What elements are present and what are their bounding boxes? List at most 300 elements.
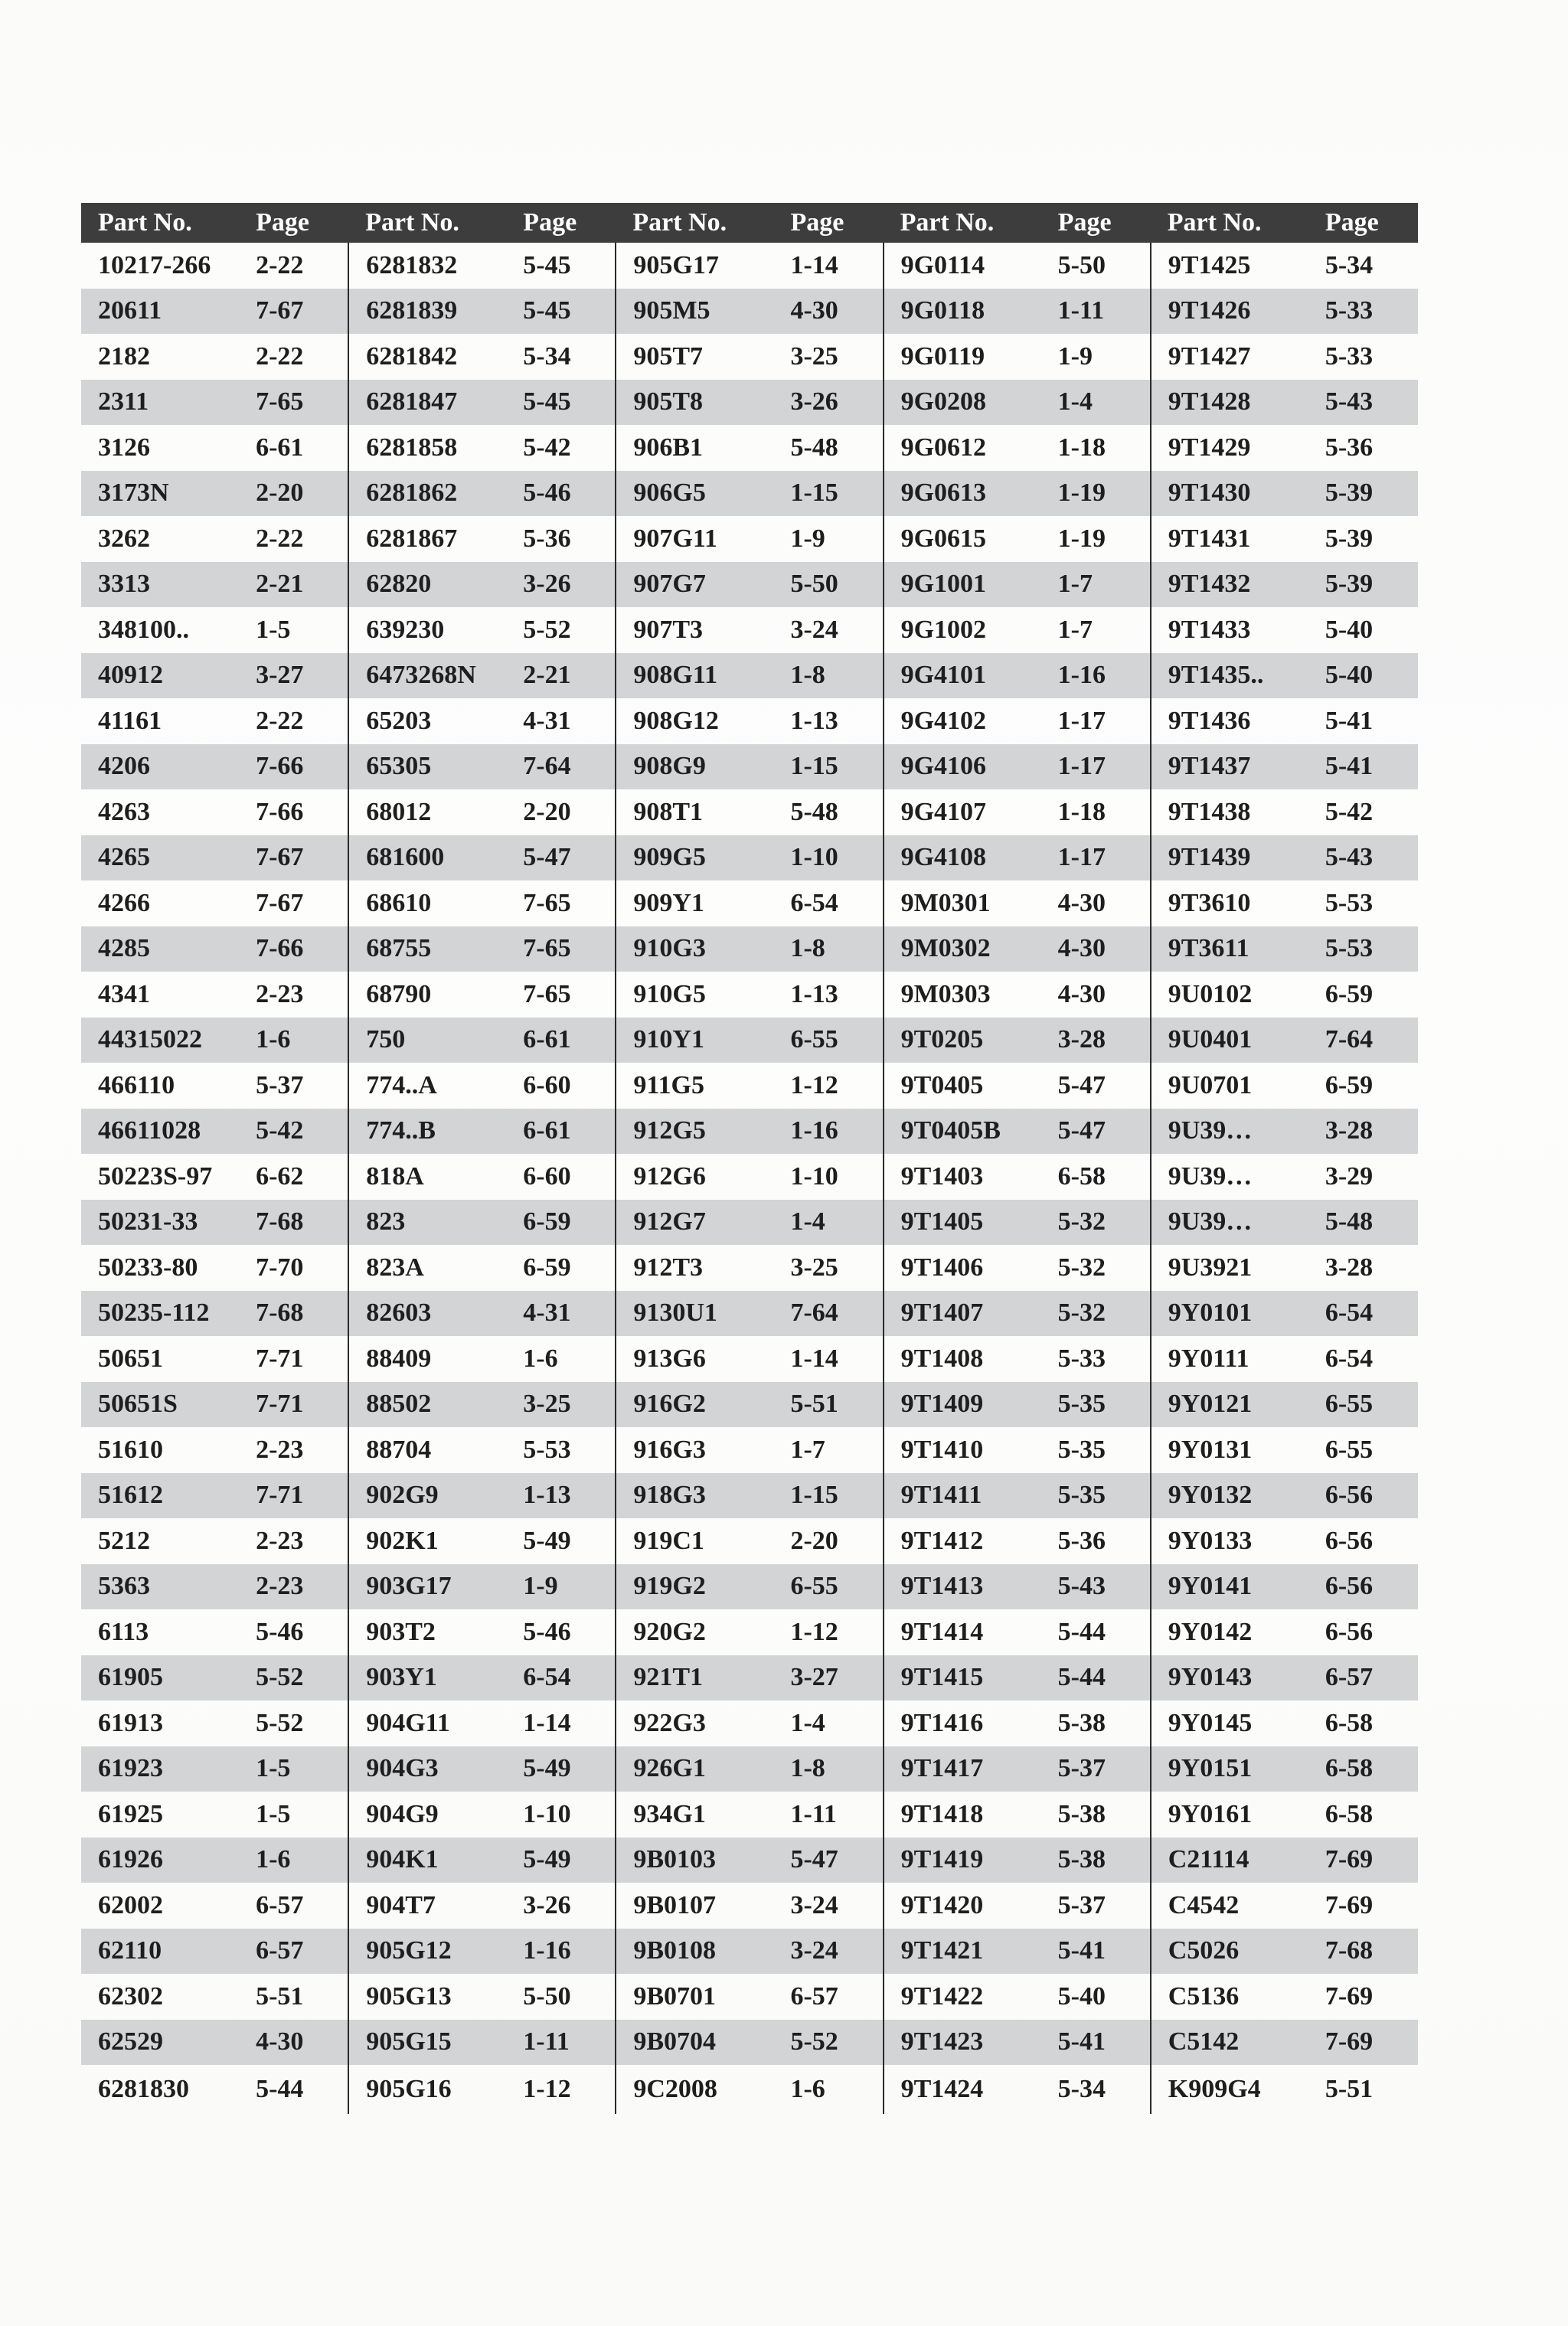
part-number-cell: 639230 [366,615,445,644]
part-number-cell: 62002 [98,1890,163,1919]
page-reference-cell: 2-20 [506,789,616,835]
part-number-cell: 9C2008 [633,2075,717,2103]
part-number-cell: 6281842 [366,341,458,371]
part-number-cell: K909G4 [1168,2075,1261,2103]
page-reference-cell: 5-36 [506,516,616,562]
page-reference-cell: 1-15 [773,744,883,790]
page-reference-cell: 1-5 [239,1792,348,1838]
part-number-cell: 9Y0132 [1151,1473,1308,1519]
page-reference-cell: 6-57 [239,1929,348,1975]
part-number-cell: 681600 [348,835,506,881]
page-reference-cell: 5-35 [1041,1427,1151,1473]
part-number-cell: 908T1 [633,797,704,826]
part-number-cell: 9T0405 [900,1070,984,1099]
page-reference-cell: 6-61 [239,425,348,471]
page-reference-cell: 6-56 [1325,1526,1374,1555]
part-number-cell: 9T1435.. [1151,653,1308,699]
part-number-cell: 911G5 [633,1070,704,1099]
part-number-cell: 9T1428 [1151,380,1308,426]
table-row [81,516,1418,562]
page-reference-cell: 1-6 [773,2065,883,2114]
table-row [81,653,1418,699]
part-number-cell: 9M0303 [900,979,991,1008]
page-reference-cell: 5-34 [506,334,616,380]
page-reference-cell: 1-6 [239,1018,348,1063]
page-reference-cell: 5-41 [1308,744,1418,790]
page-reference-cell: 1-17 [1041,744,1151,790]
part-number-cell: 9Y0111 [1168,1344,1250,1373]
table-row [81,1382,1418,1428]
page-reference-cell: 2-23 [239,1427,348,1473]
part-number-cell: 9G0613 [884,471,1041,517]
part-number-cell: C21114 [1151,1838,1308,1883]
part-number-cell: 6281862 [348,471,506,517]
table-row [81,243,1418,289]
part-number-cell: 9G0208 [884,380,1041,426]
table-row [81,698,1418,744]
page-reference-cell: 2-22 [239,516,348,562]
page-reference-cell: 3-27 [773,1655,883,1701]
page-reference-cell: 7-71 [239,1473,348,1519]
page-reference-cell: 6-59 [506,1245,616,1291]
page-reference-cell: 5-38 [1041,1700,1151,1746]
table-row [81,607,1418,653]
part-number-cell: 904K1 [348,1838,506,1883]
page-reference-cell: 5-53 [1325,888,1374,917]
column-header-part-no: Part No. [616,203,773,243]
page-reference-cell: 3-28 [1308,1109,1418,1155]
part-number-cell: C4542 [1168,1890,1240,1919]
page-reference-cell: 5-40 [1325,615,1374,644]
table-row [81,2065,1418,2114]
page-reference-cell: 1-9 [506,1564,616,1610]
table-row [81,425,1418,471]
part-number-cell: 9T1432 [1151,562,1308,608]
page-reference-cell: 5-52 [239,1700,348,1746]
table-row [81,1109,1418,1155]
page-reference-cell: 6-58 [1325,1708,1374,1737]
part-number-cell: 908G11 [616,653,773,699]
part-number-cell: 9B0107 [633,1890,717,1919]
page-reference-cell: 2-21 [239,562,348,608]
page-reference-cell: 6-58 [1041,1154,1151,1200]
part-number-cell: 908G9 [616,744,773,790]
part-number-cell: 5363 [81,1564,239,1610]
column-header-page: Page [506,203,616,243]
table-row [81,334,1418,380]
page-reference-cell: 5-41 [1325,706,1374,735]
part-number-cell: 9Y0141 [1151,1564,1308,1610]
page-reference-cell: 1-10 [773,1154,883,1200]
part-number-cell: 9T1408 [900,1344,984,1373]
table-row [81,744,1418,790]
part-number-cell: 2182 [98,341,150,371]
part-number-cell: 818A [366,1161,424,1191]
part-number-cell: 466110 [98,1070,175,1099]
part-number-cell: 9B0704 [616,2020,773,2066]
page-reference-cell: 2-21 [506,653,616,699]
page-reference-cell: 4-31 [506,698,616,744]
part-number-cell: 9T1425 [1168,250,1251,279]
part-number-cell: 905G16 [366,2075,452,2103]
column-header-page: Page [1041,203,1151,243]
part-number-cell: 9G4108 [884,835,1041,881]
page-reference-cell: 5-37 [239,1063,348,1109]
page-reference-cell: 5-46 [506,1609,616,1655]
part-number-cell: 9T1418 [900,1799,984,1828]
part-number-cell: 9T0205 [884,1018,1041,1063]
part-number-cell: C5136 [1168,1981,1240,2011]
page-reference-cell: 5-45 [506,380,616,426]
part-number-cell: 9G0615 [900,524,987,553]
page-reference-cell: 6-56 [1325,1617,1374,1646]
part-number-cell: 934G1 [633,1799,706,1828]
part-number-cell: 9T1414 [900,1617,984,1646]
page-reference-cell: 5-48 [773,425,883,471]
part-number-cell: 903G17 [348,1564,506,1610]
part-number-cell: 909G5 [616,835,773,881]
part-number-cell: 9Y0151 [1151,1746,1308,1792]
page-reference-cell: 7-69 [1325,1890,1374,1919]
part-number-cell: 9T1417 [884,1746,1041,1792]
part-number-cell: 9Y0121 [1151,1382,1308,1428]
page-reference-cell: 5-33 [1325,341,1374,371]
page-reference-cell: 6-54 [506,1655,616,1701]
page-reference-cell: 5-39 [1308,471,1418,517]
part-number-cell: 6281839 [348,289,506,335]
page-reference-cell: 1-7 [1041,562,1151,608]
page-reference-cell: 5-44 [1041,1609,1151,1655]
part-number-cell: 9T1436 [1168,706,1251,735]
page-reference-cell: 1-4 [773,1200,883,1246]
page-reference-cell: 2-22 [239,334,348,380]
part-number-cell: 905G17 [633,250,719,279]
page-reference-cell: 5-37 [1041,1883,1151,1929]
page-reference-cell: 7-66 [239,926,348,972]
page-reference-cell: 1-7 [1041,607,1151,653]
table-row [81,1609,1418,1655]
page-reference-cell: 5-32 [1041,1245,1151,1291]
page-reference-cell: 3-28 [1041,1018,1151,1063]
table-row [81,1655,1418,1701]
part-number-cell: 919C1 [633,1526,704,1555]
page-reference-cell: 2-22 [239,243,348,289]
page-reference-cell: 5-39 [1308,562,1418,608]
part-number-cell: 65305 [348,744,506,790]
page-reference-cell: 7-69 [1325,1981,1374,2011]
page-reference-cell: 1-16 [773,1109,883,1155]
page-reference-cell: 1-8 [773,653,883,699]
part-number-cell: 904G9 [366,1799,439,1828]
page-reference-cell: 3-24 [773,1929,883,1975]
table-row [81,1746,1418,1792]
page-reference-cell: 5-37 [1041,1746,1151,1792]
part-number-cell: 912T3 [633,1253,704,1282]
part-number-cell: 9T1410 [900,1435,984,1464]
page-reference-cell: 7-64 [1308,1018,1418,1063]
page-reference-cell: 6-58 [1325,1799,1374,1828]
column-header-page: Page [773,203,883,243]
part-number-cell: 905G13 [366,1981,452,2011]
part-number-cell: 65203 [366,706,432,735]
part-number-cell: 348100.. [98,615,189,644]
table-row [81,835,1418,881]
part-number-cell: 62110 [81,1929,239,1975]
part-number-cell: 50235-112 [81,1291,239,1337]
page-reference-cell: 1-18 [1041,425,1151,471]
part-number-cell: 9Y0143 [1151,1655,1308,1701]
page-reference-cell: 1-5 [239,607,348,653]
page-reference-cell: 5-53 [506,1427,616,1473]
part-number-cell: 9B0701 [633,1981,717,2011]
page-reference-cell: 5-52 [773,2020,883,2066]
part-number-cell: 82603 [348,1291,506,1337]
part-number-cell: 903Y1 [348,1655,506,1701]
column-header-page: Page [239,203,348,243]
page-reference-cell: 7-71 [239,1382,348,1428]
page-reference-cell: 6-61 [506,1018,616,1063]
part-number-cell: 9M0301 [900,888,991,917]
part-number-cell: 902G9 [348,1473,506,1519]
part-number-cell: 9T1413 [884,1564,1041,1610]
part-number-cell: 68012 [366,797,432,826]
part-number-cell: 907T3 [633,615,704,644]
page-reference-cell: 6-59 [1325,979,1374,1008]
page-reference-cell: 7-67 [239,835,348,881]
page-reference-cell: 7-65 [239,380,348,426]
part-number-cell: 9T1438 [1168,797,1251,826]
part-number-cell: 61923 [81,1746,239,1792]
part-number-cell: 912G5 [616,1109,773,1155]
page-reference-cell: 3-24 [773,607,883,653]
page-reference-cell: 4-31 [506,1291,616,1337]
page-reference-cell: 2-20 [773,1518,883,1564]
page-reference-cell: 1-19 [1041,516,1151,562]
part-number-cell: 9T1419 [884,1838,1041,1883]
page-reference-cell: 6-55 [1325,1435,1374,1464]
page-reference-cell: 1-4 [773,1700,883,1746]
part-number-cell: 2311 [81,380,239,426]
table-row [81,1929,1418,1975]
page-reference-cell: 3-25 [773,1245,883,1291]
page-reference-cell: 5-47 [773,1838,883,1883]
column-header-part-no: Part No. [81,203,239,243]
page-reference-cell: 6-60 [506,1154,616,1200]
part-number-cell: 4285 [81,926,239,972]
page-reference-cell: 4-30 [773,289,883,335]
part-number-cell: 68790 [366,979,432,1008]
page-reference-cell: 5-42 [506,425,616,471]
part-number-cell: 9U0401 [1151,1018,1308,1063]
parts-index-table [81,203,1418,2114]
page-reference-cell: 5-43 [1308,835,1418,881]
part-number-cell: 9Y0133 [1168,1526,1253,1555]
page-reference-cell: 1-17 [1041,835,1151,881]
part-number-cell: 4263 [98,797,150,826]
part-number-cell: 9Y0161 [1168,1799,1253,1828]
part-number-cell: 6281847 [348,380,506,426]
page-reference-cell: 1-15 [773,471,883,517]
part-number-cell: 916G3 [633,1435,706,1464]
page-reference-cell: 1-7 [773,1427,883,1473]
part-number-cell: 50223S-97 [98,1161,213,1191]
page-reference-cell: 5-36 [1041,1518,1151,1564]
part-number-cell: 9Y0101 [1151,1291,1308,1337]
page-reference-cell: 2-22 [239,698,348,744]
part-number-cell: 51612 [81,1473,239,1519]
part-number-cell: 68755 [348,926,506,972]
part-number-cell: 905G12 [348,1929,506,1975]
table-row [81,1974,1418,2020]
page-reference-cell: 6-57 [1308,1655,1418,1701]
part-number-cell: 912G6 [633,1161,706,1191]
part-number-cell: 9U39… [1151,1200,1308,1246]
page-reference-cell: 3-25 [773,334,883,380]
page-reference-cell: 5-50 [1041,243,1151,289]
page-reference-cell: 7-69 [1308,1838,1418,1883]
page-reference-cell: 5-41 [1041,1929,1151,1975]
part-number-cell: 9T3611 [1151,926,1308,972]
page-reference-cell: 1-12 [773,1609,883,1655]
page-reference-cell: 6-54 [1325,1344,1374,1373]
part-number-cell: 9G0119 [900,341,985,371]
part-number-cell: 4265 [81,835,239,881]
page-reference-cell: 1-12 [506,2065,616,2114]
page-reference-cell: 6-59 [506,1200,616,1246]
page-reference-cell: 5-49 [506,1838,616,1883]
part-number-cell: 3313 [81,562,239,608]
part-number-cell: 9T1430 [1151,471,1308,517]
page-reference-cell: 5-40 [1041,1974,1151,2020]
part-number-cell: 6113 [98,1617,149,1646]
part-number-cell: 9G1001 [884,562,1041,608]
page-reference-cell: 1-19 [1041,471,1151,517]
part-number-cell: 9G0118 [884,289,1041,335]
column-header-page: Page [1308,203,1418,243]
part-number-cell: 4266 [98,888,150,917]
table-row [81,1018,1418,1063]
part-number-cell: 904G11 [366,1708,450,1737]
part-number-cell: 61913 [98,1708,163,1737]
table-row [81,1564,1418,1610]
part-number-cell: 4341 [98,979,150,1008]
page-reference-cell: 1-9 [1041,334,1151,380]
part-number-cell: 9T1439 [1151,835,1308,881]
page-reference-cell: 6-54 [1308,1291,1418,1337]
part-number-cell: 4206 [81,744,239,790]
table-row [81,1200,1418,1246]
page-reference-cell: 6-62 [239,1154,348,1200]
part-number-cell: 61925 [98,1799,163,1828]
part-number-cell: 6473268N [348,653,506,699]
part-number-cell: 9B0103 [616,1838,773,1883]
part-number-cell: 9B0108 [616,1929,773,1975]
part-number-cell: 62302 [98,1981,163,2011]
table-row [81,1336,1418,1382]
page-reference-cell: 1-17 [1041,698,1151,744]
page-reference-cell: 1-9 [773,516,883,562]
page-reference-cell: 7-67 [239,880,348,926]
part-number-cell: 9T1416 [900,1708,984,1737]
page-reference-cell: 6-60 [506,1063,616,1109]
page-reference-cell: 5-49 [506,1518,616,1564]
page-reference-cell: 1-12 [773,1063,883,1109]
part-number-cell: 6281858 [366,433,458,462]
page-reference-cell: 5-42 [239,1109,348,1155]
part-number-cell: 9G4102 [900,706,987,735]
page-reference-cell: 1-6 [239,1838,348,1883]
part-number-cell: 3173N [81,471,239,517]
part-number-cell: 9T0405B [884,1109,1041,1155]
page-reference-cell: 3-24 [773,1883,883,1929]
part-number-cell: 910G5 [633,979,706,1008]
part-number-cell: 5212 [98,1526,150,1555]
table-row [81,1473,1418,1519]
page-reference-cell: 5-45 [506,243,616,289]
part-number-cell: 51610 [98,1435,163,1464]
page-reference-cell: 6-55 [1308,1382,1418,1428]
part-number-cell: 9U3921 [1168,1253,1253,1282]
page-reference-cell: 1-14 [773,1336,883,1382]
page-reference-cell: 7-66 [239,744,348,790]
page-reference-cell: 6-56 [1308,1473,1418,1519]
column-header-part-no: Part No. [1151,203,1308,243]
part-number-cell: 9G1002 [900,615,987,644]
page-reference-cell: 5-34 [1325,250,1374,279]
page-reference-cell: 7-68 [239,1291,348,1337]
page-reference-cell: 2-23 [239,1564,348,1610]
page-reference-cell: 1-14 [506,1700,616,1746]
part-number-cell: 88502 [348,1382,506,1428]
part-number-cell: 9T1422 [900,1981,984,2011]
part-number-cell: 774..A [366,1070,437,1099]
page-reference-cell: 5-41 [1041,2020,1151,2066]
part-number-cell: 9T1403 [900,1161,984,1191]
page-reference-cell: 5-43 [1041,1564,1151,1610]
part-number-cell: 3126 [98,433,150,462]
part-number-cell: 9T1431 [1168,524,1251,553]
page-reference-cell: 5-40 [1308,653,1418,699]
page-reference-cell: 5-44 [1041,1655,1151,1701]
table-row [81,1838,1418,1883]
column-header-part-no: Part No. [884,203,1041,243]
part-number-cell: 9T1424 [900,2075,984,2103]
page-reference-cell: 7-70 [239,1245,348,1291]
page-reference-cell: 2-23 [239,1518,348,1564]
part-number-cell: 9G4107 [900,797,987,826]
part-number-cell: 9T1420 [900,1890,984,1919]
part-number-cell: 926G1 [616,1746,773,1792]
table-row [81,1792,1418,1838]
part-number-cell: 9U0701 [1168,1070,1253,1099]
page-reference-cell: 5-35 [1041,1473,1151,1519]
page-reference-cell: 6-57 [773,1974,883,2020]
part-number-cell: 9T1437 [1151,744,1308,790]
table-row [81,880,1418,926]
part-number-cell: 9T1423 [884,2020,1041,2066]
part-number-cell: 905T7 [633,341,704,371]
page-reference-cell: 3-25 [506,1382,616,1428]
page-reference-cell: 1-13 [506,1473,616,1519]
part-number-cell: 9G4101 [884,653,1041,699]
part-number-cell: 40912 [81,653,239,699]
page-reference-cell: 6-56 [1308,1564,1418,1610]
page-reference-cell: 5-33 [1041,1336,1151,1382]
page-reference-cell: 7-68 [239,1200,348,1246]
part-number-cell: 904G3 [348,1746,506,1792]
table-row [81,1700,1418,1746]
part-number-cell: 9U39… [1168,1161,1253,1191]
